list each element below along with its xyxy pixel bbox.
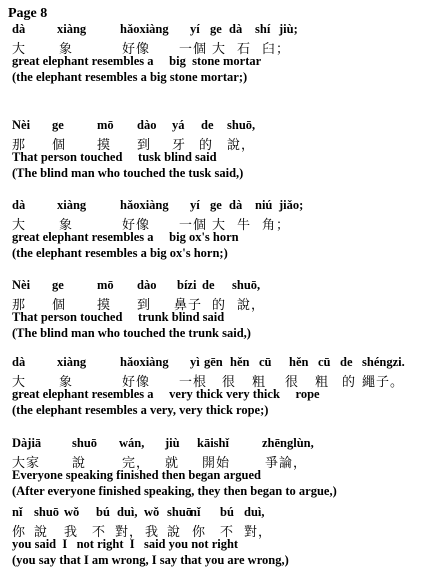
pinyin-word: wǒ xyxy=(64,505,80,519)
hanzi-word: 不 xyxy=(220,525,235,540)
pinyin-word: shuō xyxy=(167,505,193,519)
pinyin-word: bízi xyxy=(177,278,197,292)
english-gloss: That person touched tusk blind said xyxy=(12,150,217,164)
hanzi-word: 個 xyxy=(52,138,67,153)
pinyin-word: dà xyxy=(229,22,243,36)
english-translation: (The blind man who touched the trunk said,) xyxy=(12,326,251,340)
pinyin-word: ge xyxy=(210,22,222,36)
english-translation: (After everyone finished speaking, they then began to argue,) xyxy=(12,484,337,498)
hanzi-word: 摸 xyxy=(97,298,112,313)
pinyin-word: mō xyxy=(97,118,114,132)
pinyin-line xyxy=(12,22,424,38)
hanzi-word: 的 xyxy=(212,298,227,313)
hanzi-word: 大 xyxy=(212,218,227,233)
english-gloss: Everyone speaking finished then began argued xyxy=(12,468,261,482)
pinyin-word: dà xyxy=(12,198,26,212)
pinyin-word: jiù; xyxy=(279,22,298,36)
hanzi-word: 你 xyxy=(192,525,207,540)
hanzi-word: 到 xyxy=(137,138,152,153)
pinyin-word: niú xyxy=(255,198,273,212)
pinyin-word: dà xyxy=(12,22,26,36)
hanzi-word: 開始 xyxy=(202,456,231,471)
pinyin-word: yí xyxy=(190,22,200,36)
hanzi-word: 繩子。 xyxy=(362,375,405,390)
hanzi-word: 說 xyxy=(72,456,87,471)
pinyin-word: shuō xyxy=(34,505,60,519)
english-translation: (you say that I am wrong, I say that you are wrong,) xyxy=(12,553,289,567)
english-translation: (The blind man who touched the tusk said,) xyxy=(12,166,244,180)
hanzi-word: 爭論， xyxy=(265,456,308,471)
hanzi-word: 牙 xyxy=(172,138,187,153)
hanzi-word: 鼻子 xyxy=(174,298,203,313)
hanzi-word: 你 xyxy=(12,525,27,540)
pinyin-word: hěn xyxy=(230,355,250,369)
pinyin-word: jiǎo; xyxy=(279,198,304,212)
pinyin-word: de xyxy=(202,278,215,292)
pinyin-word: shuō, xyxy=(232,278,261,292)
english-gloss: you said I not right I said you not right xyxy=(12,537,239,551)
pinyin-word: hǎoxiàng xyxy=(120,22,169,36)
english-gloss: great elephant resembles a big ox's horn xyxy=(12,230,239,244)
hanzi-word: 說， xyxy=(227,138,256,153)
hanzi-line xyxy=(12,134,424,153)
hanzi-word: 大 xyxy=(212,42,227,57)
hanzi-word: 那 xyxy=(12,298,27,313)
pinyin-word: dà xyxy=(229,198,243,212)
pinyin-word: nǐ xyxy=(12,505,23,519)
pinyin-word: Nèi xyxy=(12,278,31,292)
hanzi-word: 牛 xyxy=(237,218,252,233)
hanzi-word: 就 xyxy=(165,456,180,471)
pinyin-word: wǒ xyxy=(144,505,160,519)
pinyin-line xyxy=(12,505,424,521)
pinyin-word: duì, xyxy=(244,505,265,519)
pinyin-word: mō xyxy=(97,278,114,292)
pinyin-word: xiàng xyxy=(57,198,87,212)
hanzi-word: 大家 xyxy=(12,456,41,471)
pinyin-line xyxy=(12,278,424,294)
hanzi-word: 石 xyxy=(237,42,252,57)
hanzi-word: 大 xyxy=(12,218,27,233)
english-gloss: That person touched trunk blind said xyxy=(12,310,225,324)
hanzi-word: 我 xyxy=(145,525,160,540)
stanza xyxy=(12,118,424,182)
pinyin-word: dào xyxy=(137,118,157,132)
pinyin-line xyxy=(12,118,424,134)
hanzi-line xyxy=(12,452,424,471)
pinyin-word: bú xyxy=(220,505,234,519)
pinyin-word: ge xyxy=(210,198,222,212)
hanzi-word: 一個 xyxy=(179,218,208,233)
hanzi-word: 那 xyxy=(12,138,27,153)
hanzi-word: 說， xyxy=(237,298,266,313)
pinyin-line xyxy=(12,355,424,371)
hanzi-word: 象 xyxy=(59,218,74,233)
pinyin-word: xiàng xyxy=(57,22,87,36)
hanzi-word: 角； xyxy=(262,218,291,233)
hanzi-word: 粗 xyxy=(252,375,267,390)
hanzi-word: 臼； xyxy=(262,42,291,57)
pinyin-word: yá xyxy=(172,118,185,132)
stanza xyxy=(12,198,424,262)
pinyin-word: wán, xyxy=(119,436,145,450)
hanzi-word: 好像 xyxy=(122,42,151,57)
stanza xyxy=(12,505,424,569)
pinyin-word: bú xyxy=(96,505,110,519)
hanzi-line xyxy=(12,294,424,313)
stanza xyxy=(12,22,424,86)
hanzi-word: 很 xyxy=(285,375,300,390)
hanzi-word: 粗 xyxy=(315,375,330,390)
pinyin-word: hǎoxiàng xyxy=(120,355,169,369)
stanza xyxy=(12,355,424,419)
pinyin-word: ge xyxy=(52,278,64,292)
hanzi-word: 一根 xyxy=(179,375,208,390)
hanzi-word: 到 xyxy=(137,298,152,313)
pinyin-word: hěn xyxy=(289,355,309,369)
hanzi-word: 摸 xyxy=(97,138,112,153)
hanzi-word: 對， xyxy=(115,525,144,540)
hanzi-word: 說 xyxy=(167,525,182,540)
pinyin-word: Nèi xyxy=(12,118,31,132)
hanzi-word: 的 xyxy=(199,138,214,153)
stanza xyxy=(12,436,424,500)
hanzi-word: 大 xyxy=(12,42,27,57)
english-translation: (the elephant resembles a big ox's horn;) xyxy=(12,246,228,260)
pinyin-word: hǎoxiàng xyxy=(120,198,169,212)
pinyin-word: dà xyxy=(12,355,26,369)
pinyin-word: nǐ xyxy=(190,505,201,519)
pinyin-line xyxy=(12,198,424,214)
pinyin-word: cū xyxy=(318,355,331,369)
pinyin-word: kāishǐ xyxy=(197,436,229,450)
hanzi-word: 的 xyxy=(342,375,357,390)
pinyin-line xyxy=(12,436,424,452)
hanzi-word: 大 xyxy=(12,375,27,390)
hanzi-word: 象 xyxy=(59,42,74,57)
english-gloss: great elephant resembles a very thick very thick rope xyxy=(12,387,320,401)
hanzi-word: 好像 xyxy=(122,375,151,390)
pinyin-word: yì xyxy=(190,355,200,369)
hanzi-line xyxy=(12,371,424,390)
hanzi-line xyxy=(12,38,424,57)
pinyin-word: shéngzi. xyxy=(362,355,405,369)
english-translation: (the elephant resembles a big stone mortar;) xyxy=(12,70,248,84)
hanzi-word: 說 xyxy=(34,525,49,540)
pinyin-word: ge xyxy=(52,118,64,132)
hanzi-word: 我 xyxy=(64,525,79,540)
stanza xyxy=(12,278,424,342)
pinyin-word: zhēnglùn, xyxy=(262,436,314,450)
pinyin-word: de xyxy=(340,355,353,369)
pinyin-word: jiù xyxy=(165,436,180,450)
hanzi-word: 不 xyxy=(92,525,107,540)
pinyin-word: shuō, xyxy=(227,118,256,132)
english-gloss: great elephant resembles a big stone mortar xyxy=(12,54,262,68)
pinyin-word: Dàjiā xyxy=(12,436,42,450)
pinyin-word: yí xyxy=(190,198,200,212)
pinyin-word: shí xyxy=(255,22,271,36)
hanzi-word: 好像 xyxy=(122,218,151,233)
page-number: Page 8 xyxy=(8,6,48,21)
pinyin-word: dào xyxy=(137,278,157,292)
pinyin-word: gēn xyxy=(204,355,223,369)
pinyin-word: shuō xyxy=(72,436,98,450)
hanzi-line xyxy=(12,521,424,540)
hanzi-word: 對， xyxy=(244,525,273,540)
hanzi-word: 個 xyxy=(52,298,67,313)
pinyin-word: xiàng xyxy=(57,355,87,369)
hanzi-line xyxy=(12,214,424,233)
hanzi-word: 完， xyxy=(122,456,151,471)
hanzi-word: 象 xyxy=(59,375,74,390)
pinyin-word: cū xyxy=(259,355,272,369)
pinyin-word: de xyxy=(201,118,214,132)
hanzi-word: 一個 xyxy=(179,42,208,57)
english-translation: (the elephant resembles a very, very thick rope;) xyxy=(12,403,269,417)
pinyin-word: duì, xyxy=(117,505,138,519)
hanzi-word: 很 xyxy=(222,375,237,390)
